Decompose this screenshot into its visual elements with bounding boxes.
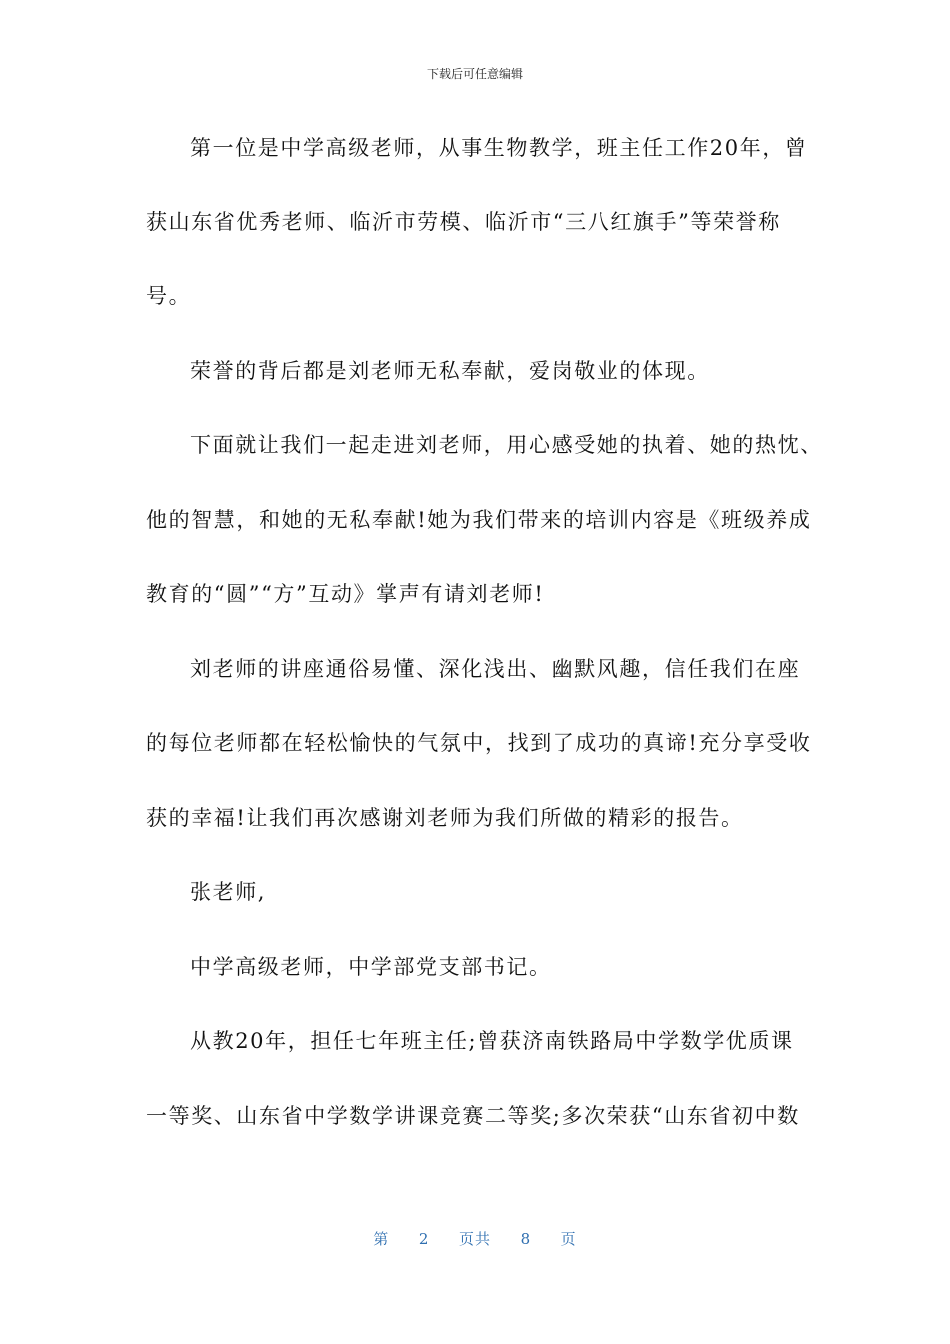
page-label-prefix: 第 [373, 1230, 390, 1248]
text-line: 的每位老师都在轻松愉快的气氛中，找到了成功的真谛!充分享受收 [146, 731, 812, 755]
text-line: 获山东省优秀老师、临沂市劳模、临沂市“三八红旗手”等荣誉称 [146, 210, 781, 234]
text-line: 下面就让我们一起走进刘老师，用心感受她的执着、她的热忱、 [190, 433, 823, 457]
text-line: 一等奖、山东省中学数学讲课竞赛二等奖;多次荣获“山东省初中数 [146, 1104, 800, 1128]
total-pages-number: 8 [520, 1230, 532, 1248]
current-page-number: 2 [418, 1230, 430, 1248]
page-label-suffix: 页 [560, 1230, 577, 1248]
text-line: 第一位是中学高级老师，从事生物教学，班主任工作20年，曾 [190, 136, 808, 160]
text-line: 号。 [146, 284, 192, 308]
text-line: 张老师, [190, 880, 267, 904]
page-header: 下载后可任意编辑 [426, 67, 523, 81]
page-label-middle: 页共 [458, 1230, 491, 1248]
text-line: 刘老师的讲座通俗易懂、深化浅出、幽默风趣，信任我们在座 [190, 657, 801, 681]
text-line: 从教20年，担任七年班主任;曾获济南铁路局中学数学优质课 [190, 1029, 794, 1053]
page-footer [0, 1229, 950, 1249]
text-line: 中学高级老师，中学部党支部书记。 [190, 955, 552, 979]
text-line: 获的幸福!让我们再次感谢刘老师为我们所做的精彩的报告。 [146, 806, 744, 830]
text-line: 教育的“圆”“方”互动》掌声有请刘老师! [146, 582, 545, 606]
text-line: 他的智慧，和她的无私奉献!她为我们带来的培训内容是《班级养成 [146, 508, 812, 532]
text-line: 荣誉的背后都是刘老师无私奉献，爱岗敬业的体现。 [190, 359, 710, 383]
